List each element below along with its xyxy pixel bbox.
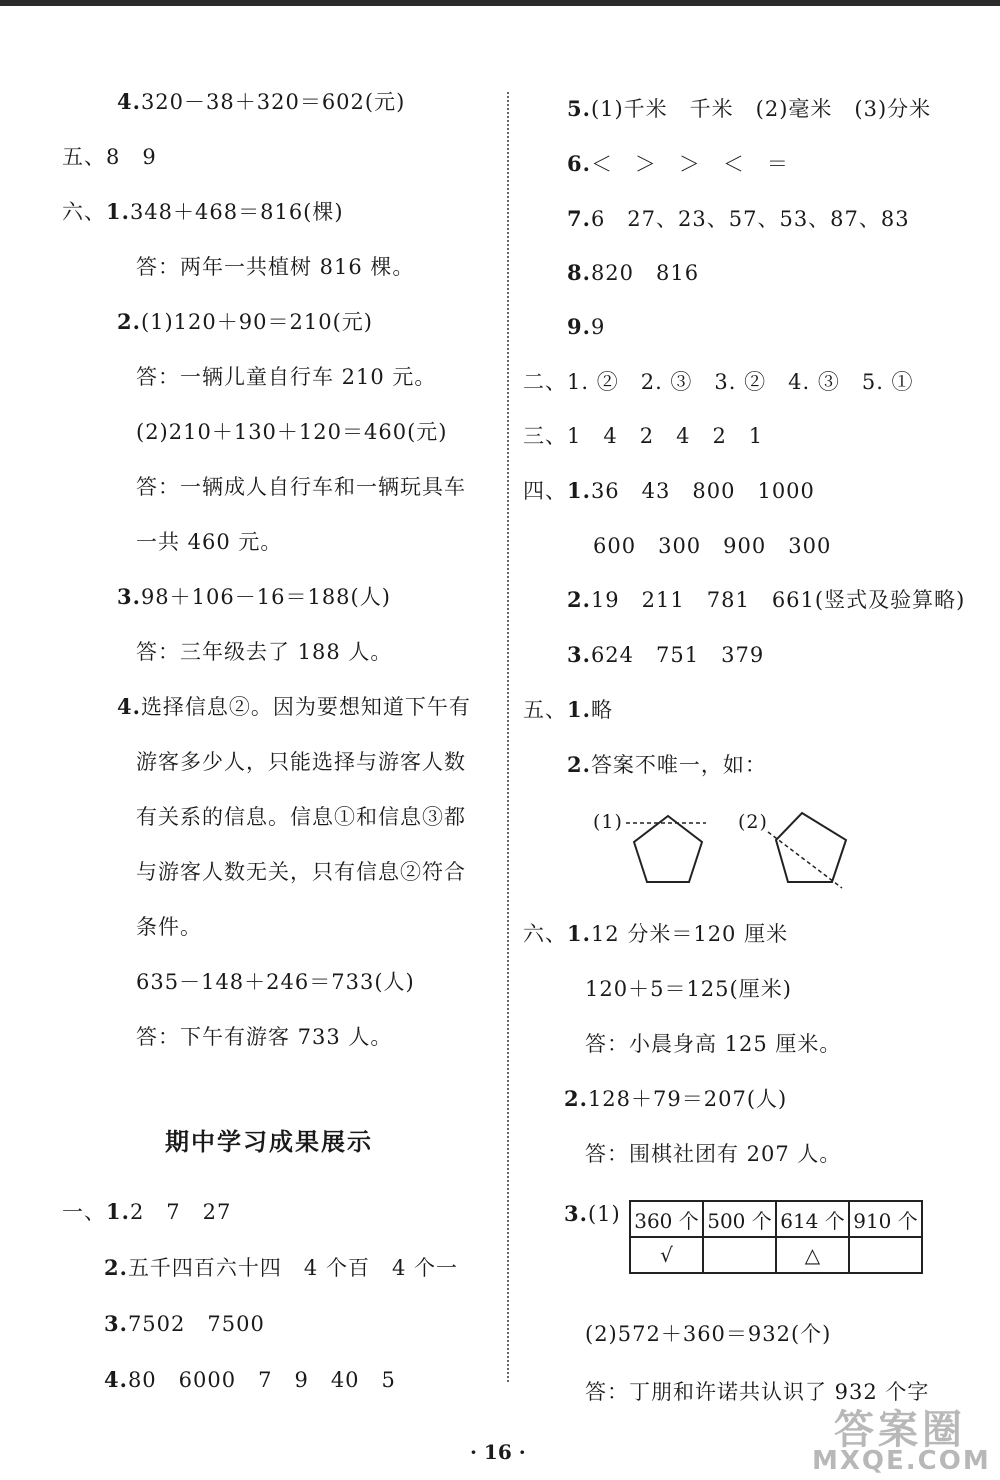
- answer-line: 三、1 4 2 4 2 1: [523, 424, 764, 448]
- answer-line: 六、1.12 分米＝120 厘米: [523, 921, 789, 946]
- top-border: [0, 0, 1000, 6]
- answer-line: 五、1.略: [523, 697, 613, 722]
- answer-line: 3.624 751 379: [567, 642, 765, 667]
- answer-line: 一共 460 元。: [136, 530, 283, 554]
- answer-line: 答：下午有游客 733 人。: [136, 1025, 393, 1049]
- watermark-url: MXQE.COM: [812, 1446, 991, 1476]
- answer-line: 答：小晨身高 125 厘米。: [585, 1032, 842, 1056]
- table-mark-cell: [703, 1237, 776, 1273]
- answer-line: 条件。: [136, 915, 202, 939]
- answer-line: 3.(1): [564, 1201, 621, 1226]
- watermark-text: 答案圈: [834, 1407, 966, 1453]
- answer-line: 120＋5＝125(厘米): [585, 977, 792, 1001]
- pentagon-2: [768, 813, 846, 888]
- figure-label: (2): [738, 811, 768, 833]
- answer-line: 2.答案不唯一，如：: [567, 752, 767, 777]
- watermark-logo: [806, 1398, 996, 1478]
- answer-line: 8.820 816: [567, 260, 700, 285]
- answer-line: (2)572＋360＝932(个): [585, 1322, 832, 1346]
- table-header-cell: 910 个: [849, 1201, 922, 1237]
- answer-line: (2)210＋130＋120＝460(元): [136, 420, 448, 444]
- table-header-cell: 614 个: [776, 1201, 849, 1237]
- section-title: 期中学习成果展示: [165, 1128, 373, 1156]
- answer-line: 答：两年一共植树 816 棵。: [136, 255, 415, 279]
- answer-line: 5.(1)千米 千米 (2)毫米 (3)分米: [567, 96, 932, 121]
- answer-line: 7.6 27、23、57、53、87、83: [567, 206, 910, 231]
- column-divider: [507, 92, 509, 1382]
- answer-line: 6.＜ ＞ ＞ ＜ ＝: [567, 151, 789, 176]
- figure-label: (1): [593, 811, 623, 833]
- answer-line: 9.9: [567, 314, 606, 339]
- answer-line: 4.80 6000 7 9 40 5: [104, 1367, 396, 1392]
- answer-line: 3.98＋106－16＝188(人): [117, 584, 391, 609]
- table-header-cell: 500 个: [703, 1201, 776, 1237]
- answer-line: 答：一辆成人自行车和一辆玩具车: [136, 475, 466, 499]
- pentagon-1: [626, 816, 706, 882]
- answer-line: 答：丁朋和许诺共认识了 932 个字: [585, 1380, 930, 1404]
- answer-line: 600 300 900 300: [593, 534, 832, 558]
- answer-line: 2.(1)120＋90＝210(元): [117, 309, 373, 334]
- count-table: [629, 1200, 923, 1274]
- answer-line: 3.7502 7500: [104, 1311, 265, 1336]
- answer-line: 四、1.36 43 800 1000: [523, 478, 815, 503]
- table-mark-cell: [849, 1237, 922, 1273]
- answer-line: 答：一辆儿童自行车 210 元。: [136, 365, 437, 389]
- answer-line: 与游客人数无关，只有信息②符合: [136, 860, 466, 884]
- answer-line: 答：围棋社团有 207 人。: [585, 1142, 842, 1166]
- answer-line: 六、1.348＋468＝816(棵): [62, 199, 344, 224]
- answer-line: 有关系的信息。信息①和信息③都: [136, 805, 466, 829]
- answer-line: 4.选择信息②。因为要想知道下午有: [117, 694, 471, 719]
- answer-line: 游客多少人，只能选择与游客人数: [136, 750, 466, 774]
- table-mark-cell: √: [630, 1237, 703, 1273]
- answer-line: 二、1. ② 2. ③ 3. ② 4. ③ 5. ①: [523, 370, 914, 394]
- table-row: [630, 1201, 922, 1237]
- answer-line: 4.320－38＋320＝602(元): [117, 89, 406, 114]
- answer-line: 2.19 211 781 661(竖式及验算略): [567, 587, 966, 612]
- answer-line: 2.五千四百六十四 4 个百 4 个一: [104, 1255, 459, 1280]
- table-mark-cell: △: [776, 1237, 849, 1273]
- pentagon-figures: [620, 808, 860, 894]
- page-number: · 16 ·: [470, 1440, 526, 1464]
- answer-line: 答：三年级去了 188 人。: [136, 640, 393, 664]
- table-header-cell: 360 个: [630, 1201, 703, 1237]
- answer-line: 2.128＋79＝207(人): [564, 1086, 788, 1111]
- answer-line: 一、1.2 7 27: [62, 1199, 232, 1224]
- answer-line: 五、8 9: [62, 145, 157, 169]
- answer-line: 635－148＋246＝733(人): [136, 970, 415, 994]
- table-row: [630, 1237, 922, 1273]
